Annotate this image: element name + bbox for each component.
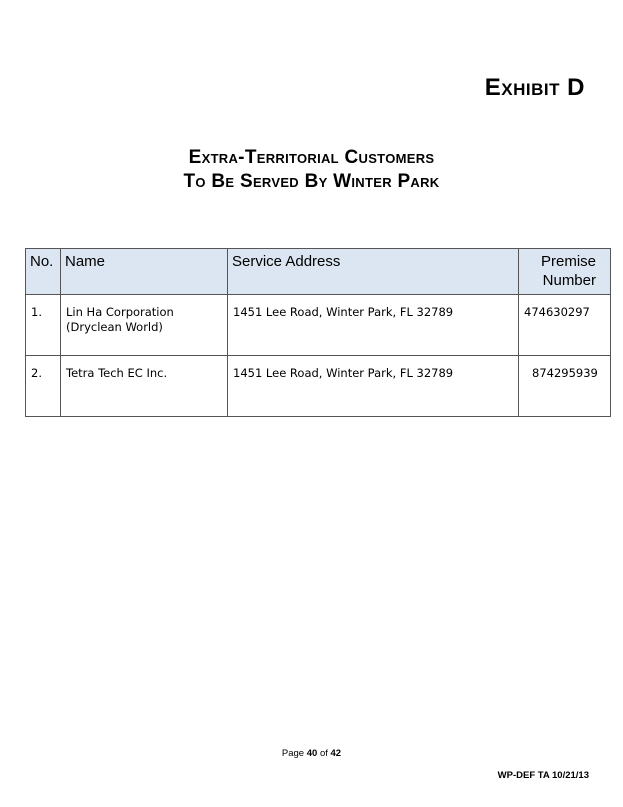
header-name: Name <box>61 249 228 295</box>
exhibit-heading: Exhibit D <box>484 74 585 101</box>
row-name-line-2: (Dryclean World) <box>66 320 163 334</box>
title-line-1: Extra-Territorial Customers <box>188 147 435 168</box>
title-line-2: To Be Served By Winter Park <box>183 171 440 192</box>
row-no: 1. <box>26 295 61 356</box>
table-header-row <box>26 249 611 295</box>
row-no: 2. <box>26 356 61 417</box>
row-name-line-1: Tetra Tech EC Inc. <box>66 366 168 380</box>
row-premise: 474630297 <box>519 295 611 356</box>
row-address: 1451 Lee Road, Winter Park, FL 32789 <box>228 356 519 417</box>
table-row <box>26 295 611 356</box>
header-address: Service Address <box>228 249 519 295</box>
page-number <box>0 748 623 759</box>
header-premise-number <box>519 249 611 295</box>
header-no: No. <box>26 249 61 295</box>
row-name-line-1: Lin Ha Corporation <box>66 305 174 319</box>
row-premise: 874295939 <box>519 356 611 417</box>
page-of: of <box>319 748 328 759</box>
table-row <box>26 356 611 417</box>
page-current: 40 <box>306 748 318 759</box>
row-address: 1451 Lee Road, Winter Park, FL 32789 <box>228 295 519 356</box>
header-premise-line-1: Premise <box>540 253 596 270</box>
page-total: 42 <box>330 748 342 759</box>
document-id: WP-DEF TA 10/21/13 <box>497 770 589 781</box>
row-name <box>61 356 228 417</box>
customers-table <box>25 248 611 417</box>
header-premise-line-2: Number <box>542 272 596 289</box>
document-title <box>0 146 623 194</box>
row-name <box>61 295 228 356</box>
page-prefix: Page <box>281 748 305 759</box>
